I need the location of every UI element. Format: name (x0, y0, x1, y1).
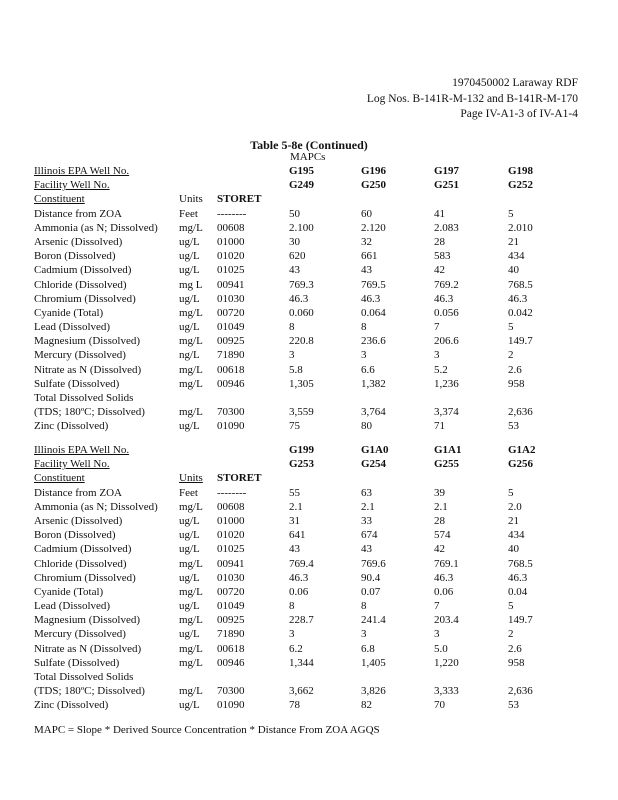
unit-value: mg/L (179, 585, 203, 598)
storet-code: 01000 (217, 514, 245, 527)
mapc-value: 236.6 (361, 335, 386, 348)
table-row (34, 419, 594, 433)
mapc-value: 434 (508, 529, 525, 542)
constituent-name: Chloride (Dissolved) (34, 557, 127, 570)
constituent-name: Chromium (Dissolved) (34, 571, 136, 584)
mapc-value: 769.5 (361, 278, 386, 291)
epa-well-id: G1A0 (361, 444, 389, 456)
mapc-value: 3,764 (361, 406, 386, 419)
mapc-value: 0.042 (508, 306, 533, 319)
mapc-value: 0.06 (289, 585, 309, 598)
table-row (34, 348, 594, 362)
storet-code: 01000 (217, 235, 245, 248)
facility-well-id: G251 (434, 179, 460, 192)
mapc-value: 1,382 (361, 377, 386, 390)
constituent-name: Nitrate as N (Dissolved) (34, 363, 142, 376)
footnote: MAPC = Slope * Derived Source Concentration * Distance From ZOA AGQS (34, 724, 380, 736)
storet-code: 01030 (217, 571, 245, 584)
mapc-value: 5.8 (289, 363, 303, 376)
mapc-value: 8 (289, 600, 295, 613)
mapc-value: 90.4 (361, 571, 381, 584)
mapc-value: 43 (361, 264, 372, 277)
storet-code: 00720 (217, 585, 245, 598)
units-header: Units (179, 472, 203, 485)
mapc-value: 0.064 (361, 306, 386, 319)
mapc-value: 3 (434, 628, 440, 641)
table-row (34, 363, 594, 377)
constituent-name: Chromium (Dissolved) (34, 292, 136, 305)
storet-code: 71890 (217, 349, 245, 362)
epa-well-row (34, 164, 594, 178)
mapc-value: 769.3 (289, 278, 314, 291)
mapc-value: 40 (508, 543, 519, 556)
facility-well-row (34, 457, 594, 471)
storet-code: 00618 (217, 363, 245, 376)
mapc-value: 46.3 (508, 292, 528, 305)
mapc-value: 5 (508, 486, 514, 499)
unit-value: Feet (179, 207, 198, 220)
mapc-value: 5.0 (434, 642, 448, 655)
table-row (34, 599, 594, 613)
unit-value: ug/L (179, 514, 200, 527)
constituent-name: Distance from ZOA (34, 207, 122, 220)
constituent-name: Cadmium (Dissolved) (34, 543, 132, 556)
mapc-value: 768.5 (508, 278, 533, 291)
storet-code: 71890 (217, 628, 245, 641)
constituent-name: Cyanide (Total) (34, 306, 104, 319)
epa-well-id: G195 (289, 165, 315, 177)
unit-value: mg/L (179, 557, 203, 570)
constituent-name: Boron (Dissolved) (34, 250, 116, 263)
epa-well-id: G1A1 (434, 444, 462, 456)
constituent-name: (TDS; 180ºC; Dissolved) (34, 685, 145, 698)
unit-value: ug/L (179, 264, 200, 277)
facility-well-label: Facility Well No. (34, 458, 110, 471)
mapc-value: 46.3 (434, 292, 454, 305)
constituent-name: Total Dissolved Solids (34, 392, 134, 404)
storet-code: -------- (217, 207, 247, 220)
constituent-name: Chloride (Dissolved) (34, 278, 127, 291)
table-row (34, 292, 594, 306)
mapc-value: 53 (508, 420, 519, 433)
unit-value: ug/L (179, 628, 200, 641)
mapc-value: 32 (361, 235, 372, 248)
mapc-value: 769.6 (361, 557, 386, 570)
mapc-value: 70 (434, 699, 445, 712)
epa-well-id: G198 (508, 165, 534, 177)
unit-value: mg/L (179, 685, 203, 698)
mapc-value: 6.6 (361, 363, 375, 376)
constituent-name: Sulfate (Dissolved) (34, 377, 120, 390)
mapc-value: 241.4 (361, 614, 386, 627)
table-row (34, 320, 594, 334)
column-header-row (34, 192, 594, 206)
storet-code: 00720 (217, 306, 245, 319)
mapc-value: 40 (508, 264, 519, 277)
mapc-value: 5 (508, 600, 514, 613)
mapc-value: 5 (508, 321, 514, 334)
table-row (34, 263, 594, 277)
mapc-value: 5.2 (434, 363, 448, 376)
mapc-value: 43 (289, 543, 300, 556)
storet-code: 01049 (217, 600, 245, 613)
mapc-value: 33 (361, 514, 372, 527)
mapc-value: 2.1 (434, 500, 448, 513)
mapcs-label: MAPCs (290, 151, 326, 163)
table-row (34, 377, 594, 391)
mapc-value: 2.6 (508, 363, 522, 376)
unit-value: mg/L (179, 500, 203, 513)
table-row (34, 221, 594, 235)
storet-code: 01020 (217, 529, 245, 542)
epa-well-label: Illinois EPA Well No. (34, 165, 130, 177)
mapc-value: 46.3 (361, 292, 381, 305)
constituent-name: Magnesium (Dissolved) (34, 614, 141, 627)
unit-value: ug/L (179, 250, 200, 263)
facility-well-row (34, 178, 594, 192)
unit-value: mg/L (179, 614, 203, 627)
mapc-value: 1,236 (434, 377, 459, 390)
mapc-value: 2,636 (508, 685, 533, 698)
mapc-value: 958 (508, 656, 525, 669)
epa-well-id: G1A2 (508, 444, 536, 456)
constituent-name: Arsenic (Dissolved) (34, 235, 123, 248)
mapc-value: 55 (289, 486, 300, 499)
constituent-name: Mercury (Dissolved) (34, 628, 126, 641)
storet-code: 01049 (217, 321, 245, 334)
mapc-value: 2.083 (434, 221, 459, 234)
mapc-value: 71 (434, 420, 445, 433)
mapc-value: 2.100 (289, 221, 314, 234)
unit-value: mg/L (179, 335, 203, 348)
storet-code: 70300 (217, 406, 245, 419)
unit-value: mg/L (179, 306, 203, 319)
mapc-value: 434 (508, 250, 525, 263)
storet-code: 01090 (217, 420, 245, 433)
storet-code: 00925 (217, 614, 245, 627)
mapc-value: 46.3 (508, 571, 528, 584)
constituent-name: Cyanide (Total) (34, 585, 104, 598)
mapc-value: 3 (289, 349, 295, 362)
mapc-value: 2.010 (508, 221, 533, 234)
mapc-value: 5 (508, 207, 514, 220)
mapc-value: 30 (289, 235, 300, 248)
constituent-name: Zinc (Dissolved) (34, 420, 109, 433)
unit-value: Feet (179, 486, 198, 499)
mapc-value: 3,826 (361, 685, 386, 698)
mapc-value: 0.056 (434, 306, 459, 319)
unit-value: ug/L (179, 600, 200, 613)
unit-value: mg/L (179, 642, 203, 655)
storet-code: 01020 (217, 250, 245, 263)
mapc-value: 31 (289, 514, 300, 527)
table-row (34, 627, 594, 641)
header-line-2: Log Nos. B-141R-M-132 and B-141R-M-170 (366, 93, 578, 105)
table-row (34, 557, 594, 571)
mapc-value: 6.8 (361, 642, 375, 655)
mapc-value: 0.06 (434, 585, 454, 598)
column-header-row (34, 471, 594, 485)
constituent-name: Ammonia (as N; Dissolved) (34, 221, 158, 234)
storet-code: 01025 (217, 264, 245, 277)
mapc-value: 220.8 (289, 335, 314, 348)
mapc-value: 2 (508, 628, 514, 641)
unit-value: ug/L (179, 543, 200, 556)
mapc-value: 641 (289, 529, 306, 542)
table-row (34, 235, 594, 249)
mapc-value: 39 (434, 486, 445, 499)
storet-code: 00941 (217, 557, 245, 570)
constituent-name: Zinc (Dissolved) (34, 699, 109, 712)
epa-well-id: G197 (434, 165, 460, 177)
table-caption: Table 5-8e (Continued) (250, 138, 368, 152)
storet-code: 00925 (217, 335, 245, 348)
storet-header: STORET (217, 472, 262, 485)
mapc-value: 28 (434, 235, 445, 248)
unit-value: ug/L (179, 235, 200, 248)
epa-well-id: G196 (361, 165, 387, 177)
mapc-value: 7 (434, 321, 440, 334)
mapc-value: 43 (289, 264, 300, 277)
unit-value: ug/L (179, 529, 200, 542)
mapc-value: 50 (289, 207, 300, 220)
mapc-value: 1,405 (361, 656, 386, 669)
storet-code: -------- (217, 486, 247, 499)
mapc-value: 3 (361, 349, 367, 362)
mapc-value: 1,344 (289, 656, 314, 669)
unit-value: mg/L (179, 363, 203, 376)
table-row (34, 571, 594, 585)
storet-code: 00608 (217, 500, 245, 513)
constituent-name: Total Dissolved Solids (34, 671, 134, 683)
mapc-value: 149.7 (508, 335, 533, 348)
facility-well-label: Facility Well No. (34, 179, 110, 192)
mapc-value: 21 (508, 514, 519, 527)
table-row (34, 642, 594, 656)
constituent-name: (TDS; 180ºC; Dissolved) (34, 406, 145, 419)
facility-well-id: G250 (361, 179, 387, 192)
mapc-value: 1,220 (434, 656, 459, 669)
mapc-value: 75 (289, 420, 300, 433)
storet-header: STORET (217, 193, 262, 206)
header-line-1: 1970450002 Laraway RDF (452, 77, 578, 89)
mapc-value: 2.1 (361, 500, 375, 513)
unit-value: ug/L (179, 420, 200, 433)
mapc-value: 53 (508, 699, 519, 712)
mapc-value: 2.120 (361, 221, 386, 234)
table-row (34, 405, 594, 419)
constituent-name: Sulfate (Dissolved) (34, 656, 120, 669)
storet-code: 01030 (217, 292, 245, 305)
unit-value: ug/L (179, 292, 200, 305)
table-row (34, 306, 594, 320)
mapc-value: 46.3 (434, 571, 454, 584)
table-row (34, 528, 594, 542)
mapc-value: 2.0 (508, 500, 522, 513)
mapc-value: 2 (508, 349, 514, 362)
table-row (34, 334, 594, 348)
mapc-value: 203.4 (434, 614, 459, 627)
constituent-name: Ammonia (as N; Dissolved) (34, 500, 158, 513)
mapc-value: 82 (361, 699, 372, 712)
mapc-value: 661 (361, 250, 378, 263)
mapc-value: 574 (434, 529, 451, 542)
mapc-value: 3 (289, 628, 295, 641)
mapc-value: 41 (434, 207, 445, 220)
table-row (34, 249, 594, 263)
constituent-name: Lead (Dissolved) (34, 600, 111, 613)
unit-value: ug/L (179, 699, 200, 712)
mapc-value: 149.7 (508, 614, 533, 627)
table-row (34, 500, 594, 514)
mapc-value: 674 (361, 529, 378, 542)
constituent-name: Mercury (Dissolved) (34, 349, 126, 362)
constituent-name: Magnesium (Dissolved) (34, 335, 141, 348)
mapc-value: 78 (289, 699, 300, 712)
constituent-name: Cadmium (Dissolved) (34, 264, 132, 277)
table-row (34, 278, 594, 292)
mapc-value: 206.6 (434, 335, 459, 348)
constituent-name: Arsenic (Dissolved) (34, 514, 123, 527)
facility-well-id: G253 (289, 458, 315, 471)
mapc-value: 3 (361, 628, 367, 641)
storet-code: 00946 (217, 377, 245, 390)
storet-code: 00618 (217, 642, 245, 655)
mapc-value: 2.6 (508, 642, 522, 655)
epa-well-id: G199 (289, 444, 315, 456)
mapc-value: 3,559 (289, 406, 314, 419)
facility-well-id: G249 (289, 179, 315, 192)
facility-well-id: G256 (508, 458, 534, 471)
mapc-value: 42 (434, 543, 445, 556)
constituent-header: Constituent (34, 472, 85, 485)
mapc-value: 0.060 (289, 306, 314, 319)
storet-code: 00946 (217, 656, 245, 669)
unit-value: mg L (179, 278, 203, 291)
header-line-3: Page IV-A1-3 of IV-A1-4 (460, 108, 578, 120)
mapc-value: 3,374 (434, 406, 459, 419)
storet-code: 01025 (217, 543, 245, 556)
mapc-value: 958 (508, 377, 525, 390)
mapc-value: 80 (361, 420, 372, 433)
table-row (34, 486, 594, 500)
table-row (34, 585, 594, 599)
table-1 (34, 164, 594, 434)
constituent-name: Distance from ZOA (34, 486, 122, 499)
unit-value: mg/L (179, 406, 203, 419)
storet-code: 00608 (217, 221, 245, 234)
facility-well-id: G252 (508, 179, 534, 192)
table-row (34, 207, 594, 221)
mapc-value: 583 (434, 250, 451, 263)
epa-well-label: Illinois EPA Well No. (34, 444, 130, 456)
table-row (34, 514, 594, 528)
mapc-value: 8 (289, 321, 295, 334)
table-row (34, 670, 594, 684)
table-row (34, 698, 594, 712)
units-header: Units (179, 193, 203, 206)
mapc-value: 3 (434, 349, 440, 362)
mapc-value: 0.04 (508, 585, 528, 598)
unit-value: mg/L (179, 221, 203, 234)
table-row (34, 656, 594, 670)
mapc-value: 63 (361, 486, 372, 499)
constituent-header: Constituent (34, 193, 85, 206)
mapc-value: 6.2 (289, 642, 303, 655)
mapc-value: 42 (434, 264, 445, 277)
mapc-value: 768.5 (508, 557, 533, 570)
mapc-value: 3,333 (434, 685, 459, 698)
table-row (34, 613, 594, 627)
unit-value: mg/L (179, 377, 203, 390)
table-row (34, 391, 594, 405)
mapc-value: 8 (361, 600, 367, 613)
mapc-value: 0.07 (361, 585, 381, 598)
unit-value: ng/L (179, 349, 200, 362)
mapc-value: 769.2 (434, 278, 459, 291)
facility-well-id: G255 (434, 458, 460, 471)
mapc-value: 2.1 (289, 500, 303, 513)
constituent-name: Lead (Dissolved) (34, 321, 111, 334)
constituent-name: Nitrate as N (Dissolved) (34, 642, 142, 655)
mapc-value: 46.3 (289, 292, 309, 305)
unit-value: ug/L (179, 321, 200, 334)
mapc-value: 8 (361, 321, 367, 334)
mapc-value: 46.3 (289, 571, 309, 584)
mapc-value: 769.1 (434, 557, 459, 570)
unit-value: mg/L (179, 656, 203, 669)
storet-code: 01090 (217, 699, 245, 712)
unit-value: ug/L (179, 571, 200, 584)
mapc-value: 28 (434, 514, 445, 527)
mapc-value: 7 (434, 600, 440, 613)
mapc-value: 43 (361, 543, 372, 556)
facility-well-id: G254 (361, 458, 387, 471)
table-row (34, 542, 594, 556)
mapc-value: 620 (289, 250, 306, 263)
mapc-value: 60 (361, 207, 372, 220)
mapc-value: 1,305 (289, 377, 314, 390)
storet-code: 70300 (217, 685, 245, 698)
mapc-value: 2,636 (508, 406, 533, 419)
epa-well-row (34, 443, 594, 457)
mapc-value: 769.4 (289, 557, 314, 570)
storet-code: 00941 (217, 278, 245, 291)
constituent-name: Boron (Dissolved) (34, 529, 116, 542)
mapc-value: 228.7 (289, 614, 314, 627)
mapc-value: 3,662 (289, 685, 314, 698)
mapc-value: 21 (508, 235, 519, 248)
table-2 (34, 443, 594, 713)
table-row (34, 684, 594, 698)
